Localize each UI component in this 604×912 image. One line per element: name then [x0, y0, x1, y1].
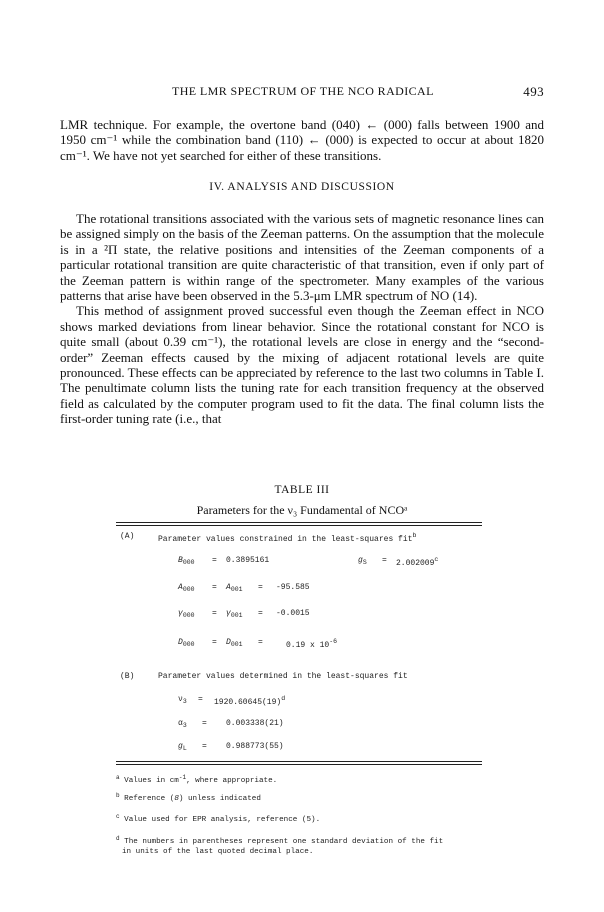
table-top-rule [116, 522, 482, 523]
footnote-b [116, 791, 261, 804]
page-number: 493 [523, 84, 544, 99]
section-a-heading [158, 532, 416, 544]
footnote-text: , where appropriate. [186, 777, 278, 785]
footnote-c [116, 812, 320, 825]
param-A001 [226, 583, 243, 593]
param-subscript: 000 [182, 612, 195, 619]
equals-sign: = [202, 742, 207, 751]
param-subscript: 001 [230, 641, 243, 648]
equals-sign: = [258, 583, 263, 592]
param-gL [178, 742, 187, 752]
footnote-sup: -1 [178, 774, 187, 781]
footnote-text: Values in cm [124, 777, 179, 785]
equals-sign: = [212, 638, 217, 647]
value-gS [396, 556, 438, 568]
param-gamma001 [226, 609, 243, 619]
paragraph-assignment: The rotational transitions associated with the various sets of magnetic resonance lines can be assigned simply on the basis of the Zeeman patterns. On the assumption that the molecule is in a ²Π state, the relative positions and intensities of the Zeeman components of a particular rotational transition are quite characteristic of that transition, even if only part of the Zeeman pattern is within range of the spectrometer. Many examples of the various patterns that arise have been observed in the 5.3-μm LMR spectrum of NO (14). [60, 211, 544, 304]
param-symbol: D [226, 638, 231, 647]
equals-sign: = [212, 556, 217, 565]
value-gS-note: c [434, 556, 439, 563]
param-gS [358, 556, 367, 566]
equals-sign: = [258, 609, 263, 618]
param-symbol: B [178, 556, 183, 565]
param-subscript: 3 [182, 722, 187, 729]
equals-sign: = [258, 638, 263, 647]
value-B000: 0.3895161 [226, 556, 270, 565]
table-caption: Parameters for the ν₃ Fundamental of NCOᵃ [196, 503, 408, 517]
param-symbol: A [226, 583, 231, 592]
param-gamma000 [178, 609, 195, 619]
param-subscript: S [362, 559, 367, 566]
equals-sign: = [202, 719, 207, 728]
equals-sign: = [212, 583, 217, 592]
intro-paragraph [60, 117, 544, 163]
section-a-heading-note: b [412, 532, 417, 539]
value-alpha3: 0.003338(21) [226, 719, 284, 728]
footnote-text: The numbers in parentheses represent one standard deviation of the fit [124, 838, 444, 846]
value-nu3-text: 1920.60645(19) [214, 698, 282, 707]
value-D-text: 0.19 x 10 [286, 641, 330, 650]
analysis-text [60, 211, 544, 427]
table-bottom-rule-2 [116, 764, 482, 765]
section-b-marker: (B) [120, 672, 135, 681]
table-bottom-rule [116, 761, 482, 762]
param-D001 [226, 638, 243, 648]
value-nu3 [214, 695, 285, 707]
param-D000 [178, 638, 195, 648]
value-gS-text: 2.002009 [396, 559, 435, 568]
footnote-mark: d [116, 835, 120, 842]
footnote-a [116, 773, 277, 786]
footnote-text-line2: in units of the last quoted decimal place. [122, 848, 314, 856]
param-subscript: 001 [230, 612, 243, 619]
param-nu3 [178, 695, 187, 705]
param-B000 [178, 556, 195, 566]
param-symbol: γ [178, 609, 183, 618]
value-gamma: -0.0015 [276, 609, 310, 618]
param-subscript: 001 [230, 586, 243, 593]
footnote-text: Value used for EPR analysis, reference (5). [124, 816, 321, 824]
value-nu3-note: d [281, 695, 286, 702]
footnote-ref: 8 [174, 795, 179, 803]
table-label: TABLE III [274, 484, 330, 496]
footnote-mark: b [116, 792, 120, 799]
param-symbol: A [178, 583, 183, 592]
equals-sign: = [382, 556, 387, 565]
value-gL: 0.988773(55) [226, 742, 284, 751]
paragraph-zeeman: This method of assignment proved successful even though the Zeeman effect in NCO shows marked deviations from linear behavior. Since the rotational constant for NCO is quite small (about 0.39 cm⁻¹), the rotational levels are close in energy and the “second-order” Zeeman effects caused by the mixing of adjacent rotational levels are quite pronounced. These effects can be appreciated by reference to the last two columns in Table I. The penultimate column lists the tuning rate for each transition frequency at the observed field as calculated by the computer program used to fit the data. The final column lists the first-order tuning rate (i.e., that [60, 303, 544, 427]
intro-paragraph-text: LMR technique. For example, the overtone band (040) ← (000) falls between 1900 and 1950 cm⁻¹ while the combination band (110) ← (000) is expected to occur at about 1820 cm⁻¹. We have not yet searched for either of these transitions. [60, 117, 544, 163]
param-symbol: γ [226, 609, 231, 618]
param-subscript: L [182, 745, 187, 752]
param-subscript: 000 [182, 641, 195, 648]
section-a-marker: (A) [120, 532, 135, 541]
section-a-heading-text: Parameter values constrained in the least-squares fit [158, 535, 413, 544]
footnote-text: Reference ( [124, 795, 175, 803]
value-D [286, 638, 337, 650]
param-subscript: 000 [182, 586, 195, 593]
value-D-exponent: -6 [329, 638, 338, 645]
param-symbol: ν [178, 695, 183, 704]
param-alpha3 [178, 719, 187, 729]
value-A: -95.585 [276, 583, 310, 592]
section-b-heading: Parameter values determined in the least-squares fit [158, 672, 408, 681]
footnote-d [116, 834, 443, 857]
equals-sign: = [212, 609, 217, 618]
param-symbol: g [178, 742, 183, 751]
param-subscript: 3 [182, 698, 187, 705]
equals-sign: = [198, 695, 203, 704]
param-symbol: D [178, 638, 183, 647]
footnote-mark: c [116, 813, 120, 820]
param-A000 [178, 583, 195, 593]
section-heading: IV. ANALYSIS AND DISCUSSION [209, 181, 395, 193]
footnote-mark: a [116, 774, 120, 781]
running-head-title: THE LMR SPECTRUM OF THE NCO RADICAL [172, 84, 434, 98]
footnote-text: ) unless indicated [178, 795, 261, 803]
param-symbol: α [178, 719, 183, 728]
table-top-rule-2 [116, 525, 482, 526]
param-symbol: g [358, 556, 363, 565]
param-subscript: 000 [182, 559, 195, 566]
